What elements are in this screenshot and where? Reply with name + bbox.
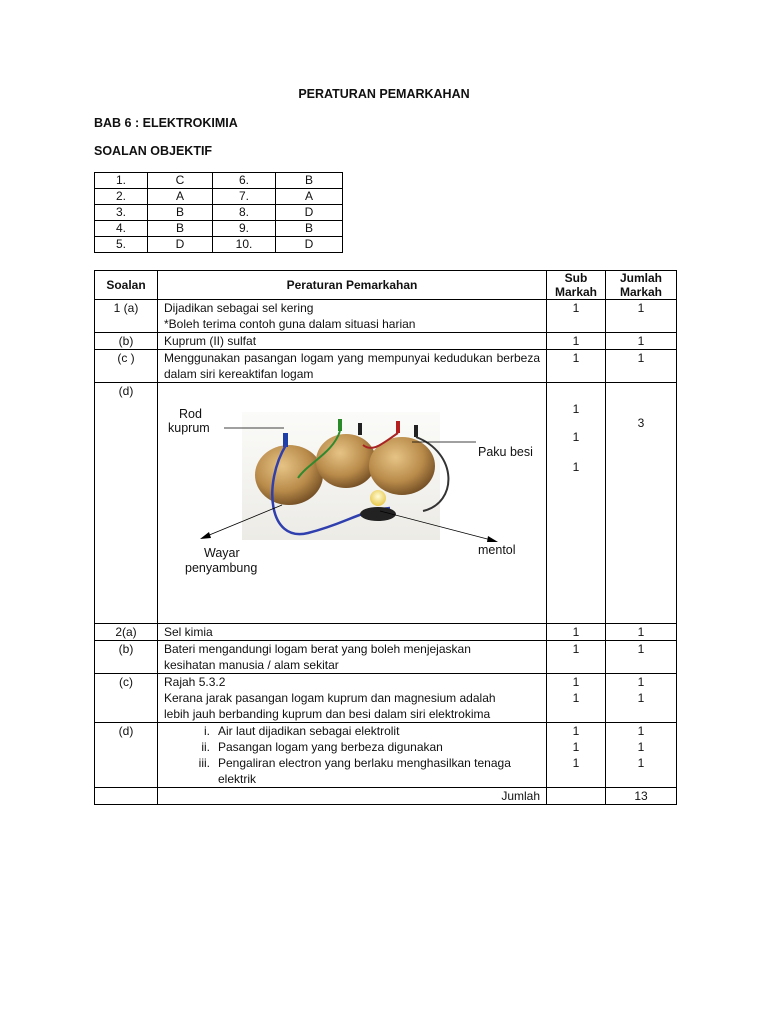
table-row: [95, 641, 677, 674]
question-label: (c ): [95, 350, 158, 383]
table-row: [95, 189, 343, 205]
diagram-cell: [158, 383, 547, 624]
answer-line: Rajah 5.3.2: [164, 675, 226, 689]
answer-cell: B: [148, 205, 213, 221]
question-number: 9.: [213, 221, 276, 237]
potato-left: [255, 445, 323, 505]
sub-mark-value: 1: [572, 460, 580, 474]
sub-mark: 1: [547, 641, 606, 674]
total-mark-value: 1: [637, 756, 645, 770]
objective-answer-table: [94, 172, 343, 253]
question-number: 6.: [213, 173, 276, 189]
question-number: 3.: [95, 205, 148, 221]
sub-mark-value: 1: [572, 756, 580, 770]
answer-text: Menggunakan pasangan logam yang mempunyai kedudukan berbeza dalam siri kereaktifan logam: [158, 350, 547, 383]
total-mark-value: 1: [637, 724, 645, 738]
table-row: [95, 674, 677, 723]
answer-cell: D: [276, 205, 343, 221]
bulb-icon: [370, 490, 386, 506]
table-row: [95, 237, 343, 253]
answer-text: [158, 674, 547, 723]
total-mark-value: 1: [637, 740, 645, 754]
question-label: (b): [95, 333, 158, 350]
header-sub-markah: Sub Markah: [547, 271, 606, 300]
arrowhead-icon: [200, 532, 211, 539]
table-row: [95, 333, 677, 350]
label-mentol: mentol: [478, 543, 516, 557]
question-label: (c): [95, 674, 158, 723]
sub-mark: 1: [547, 350, 606, 383]
answer-text: Kuprum (II) sulfat: [158, 333, 547, 350]
list-item: [164, 739, 540, 755]
answer-text: [158, 723, 547, 788]
clip-icon: [358, 423, 362, 435]
empty-cell: [547, 788, 606, 805]
sub-mark: 1: [547, 300, 606, 333]
mentol-pointer: [380, 511, 495, 541]
question-label: (b): [95, 641, 158, 674]
item-number: iii.: [198, 756, 210, 770]
label-rod: Rod: [179, 407, 202, 421]
question-number: 10.: [213, 237, 276, 253]
total-mark-value: 1: [637, 675, 645, 689]
sub-mark-value: 1: [572, 740, 580, 754]
item-number: ii.: [201, 740, 210, 754]
total-mark: 1: [606, 300, 677, 333]
answer-cell: B: [276, 173, 343, 189]
sub-mark-value: 1: [572, 430, 580, 444]
question-number: 4.: [95, 221, 148, 237]
answer-cell: A: [148, 189, 213, 205]
empty-cell: [95, 788, 158, 805]
arrowhead-icon: [487, 536, 498, 542]
grand-total: 13: [606, 788, 677, 805]
answer-line: Kerana jarak pasangan logam kuprum dan magnesium adalah: [164, 691, 496, 705]
section-heading: SOALAN OBJEKTIF: [94, 144, 213, 158]
header-peraturan: Peraturan Pemarkahan: [158, 271, 547, 300]
question-number: 2.: [95, 189, 148, 205]
total-mark: [606, 723, 677, 788]
table-header-row: [95, 271, 677, 300]
question-label: (d): [95, 383, 158, 624]
answer-line: Dijadikan sebagai sel kering: [164, 301, 314, 315]
header-jumlah-markah: Jumlah Markah: [606, 271, 677, 300]
table-row: [95, 300, 677, 333]
total-mark: [606, 674, 677, 723]
answer-cell: A: [276, 189, 343, 205]
answer-text: [158, 300, 547, 333]
answer-cell: B: [276, 221, 343, 237]
clip-icon: [414, 425, 418, 437]
answer-line: lebih jauh berbanding kuprum dan besi dalam siri elektrokima: [164, 707, 491, 721]
answer-text: [158, 641, 547, 674]
table-row: [95, 173, 343, 189]
potato-cell-diagram: [158, 383, 546, 623]
total-mark: 1: [606, 350, 677, 383]
label-paku-besi: Paku besi: [478, 445, 533, 459]
total-mark-value: 1: [637, 691, 645, 705]
header-soalan: Soalan: [95, 271, 158, 300]
question-number: 7.: [213, 189, 276, 205]
sub-mark: [547, 674, 606, 723]
clip-icon: [396, 421, 400, 433]
item-text: Pasangan logam yang berbeza digunakan: [218, 740, 443, 754]
sub-mark-value: 1: [572, 691, 580, 705]
question-label: 1 (a): [95, 300, 158, 333]
item-number: i.: [204, 724, 210, 738]
total-mark: [606, 383, 677, 624]
question-number: 1.: [95, 173, 148, 189]
answer-line: kesihatan manusia / alam sekitar: [164, 658, 339, 672]
table-row: [95, 350, 677, 383]
answer-cell: D: [148, 237, 213, 253]
clip-icon: [338, 419, 342, 431]
sub-mark-value: 1: [572, 675, 580, 689]
list-item: [164, 723, 540, 739]
potato-middle: [316, 434, 376, 488]
wayar-pointer: [202, 505, 282, 538]
item-text: Pengaliran electron yang berlaku menghasilkan tenaga elektrik: [218, 756, 511, 786]
question-label: (d): [95, 723, 158, 788]
table-row: [95, 723, 677, 788]
total-mark: 1: [606, 333, 677, 350]
sub-mark-value: 1: [572, 402, 580, 416]
marking-scheme-table: [94, 270, 677, 805]
total-row: [95, 788, 677, 805]
total-mark-value: 3: [637, 416, 645, 430]
page-title: PERATURAN PEMARKAHAN: [298, 87, 470, 101]
label-penyambung: penyambung: [185, 561, 258, 575]
diagram-drawing: [158, 383, 547, 623]
question-number: 8.: [213, 205, 276, 221]
sub-mark-value: 1: [572, 724, 580, 738]
chapter-heading: BAB 6 : ELEKTROKIMIA: [94, 116, 238, 130]
question-label: 2(a): [95, 624, 158, 641]
answer-line: *Boleh terima contoh guna dalam situasi harian: [164, 317, 416, 331]
table-row: [95, 624, 677, 641]
answer-cell: C: [148, 173, 213, 189]
answer-text: Sel kimia: [158, 624, 547, 641]
total-label: Jumlah: [158, 788, 547, 805]
answer-cell: D: [276, 237, 343, 253]
label-wayar: Wayar: [204, 546, 240, 560]
table-row: [95, 221, 343, 237]
label-kuprum: kuprum: [168, 421, 210, 435]
sub-mark: 1: [547, 624, 606, 641]
question-number: 5.: [95, 237, 148, 253]
sub-mark: [547, 383, 606, 624]
total-mark: 1: [606, 641, 677, 674]
answer-line: Bateri mengandungi logam berat yang boleh menjejaskan: [164, 642, 471, 656]
table-row: [95, 383, 677, 624]
sub-mark: 1: [547, 333, 606, 350]
list-item: [164, 755, 540, 787]
answer-cell: B: [148, 221, 213, 237]
sub-mark: [547, 723, 606, 788]
table-row: [95, 205, 343, 221]
total-mark: 1: [606, 624, 677, 641]
item-text: Air laut dijadikan sebagai elektrolit: [218, 724, 400, 738]
